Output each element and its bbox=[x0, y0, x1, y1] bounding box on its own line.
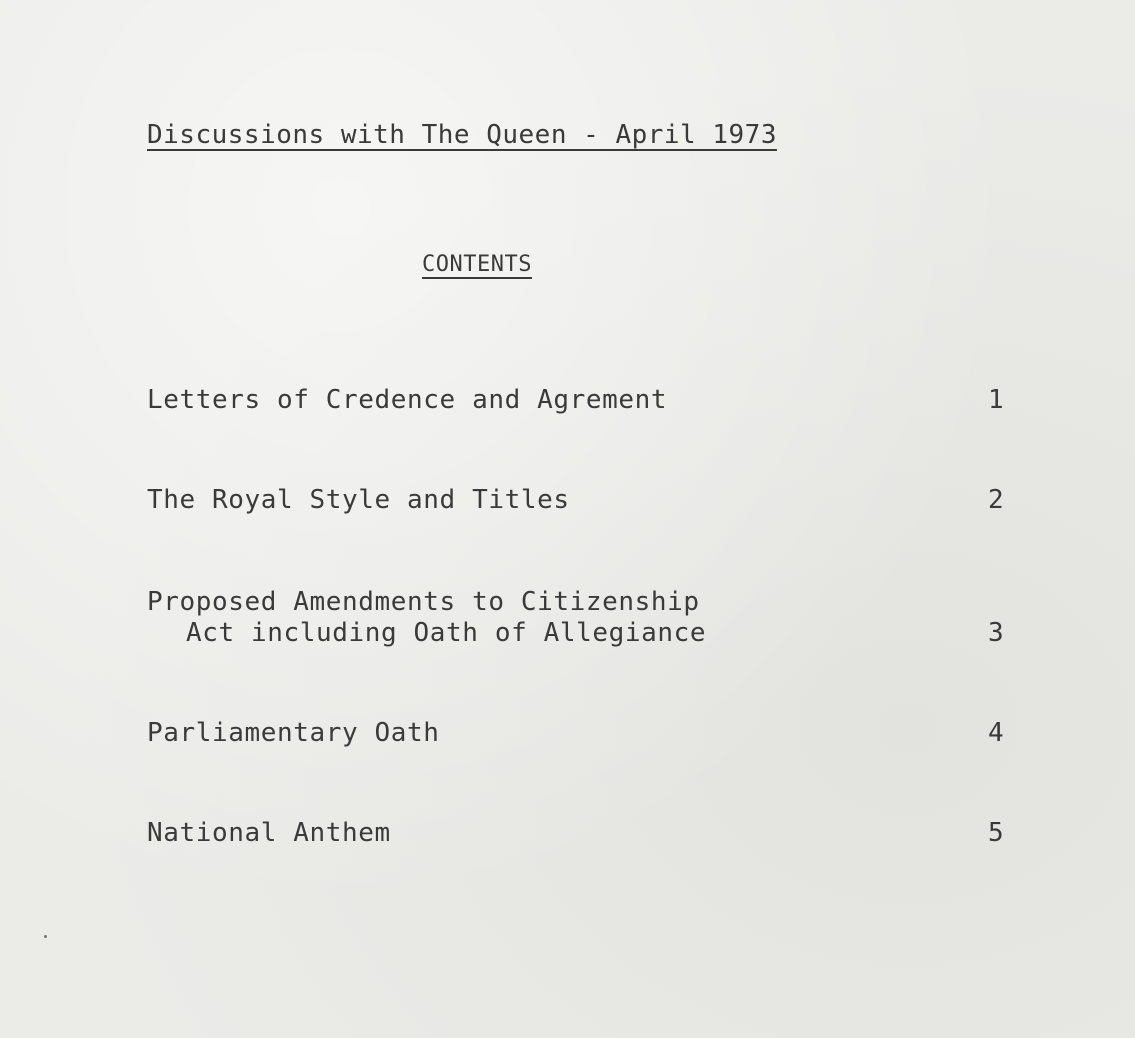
toc-entry-4-title: Parliamentary Oath bbox=[147, 718, 440, 748]
toc-entry-1-page: 1 bbox=[988, 385, 1004, 415]
document-title: Discussions with The Queen - April 1973 bbox=[147, 120, 777, 150]
toc-entry-2-title: The Royal Style and Titles bbox=[147, 485, 570, 515]
toc-entry-3-title-line1: Proposed Amendments to Citizenship bbox=[147, 587, 700, 617]
toc-entry-2-page: 2 bbox=[988, 485, 1004, 515]
toc-entry-3-title-line2: Act including Oath of Allegiance bbox=[186, 618, 707, 648]
toc-entry-1-title: Letters of Credence and Agrement bbox=[147, 385, 668, 415]
contents-heading: CONTENTS bbox=[422, 252, 532, 277]
toc-entry-5-page: 5 bbox=[988, 818, 1004, 848]
toc-entry-4-page: 4 bbox=[988, 718, 1004, 748]
toc-entry-3-page: 3 bbox=[988, 618, 1004, 648]
toc-entry-5-title: National Anthem bbox=[147, 818, 391, 848]
paper-speck bbox=[44, 935, 47, 938]
